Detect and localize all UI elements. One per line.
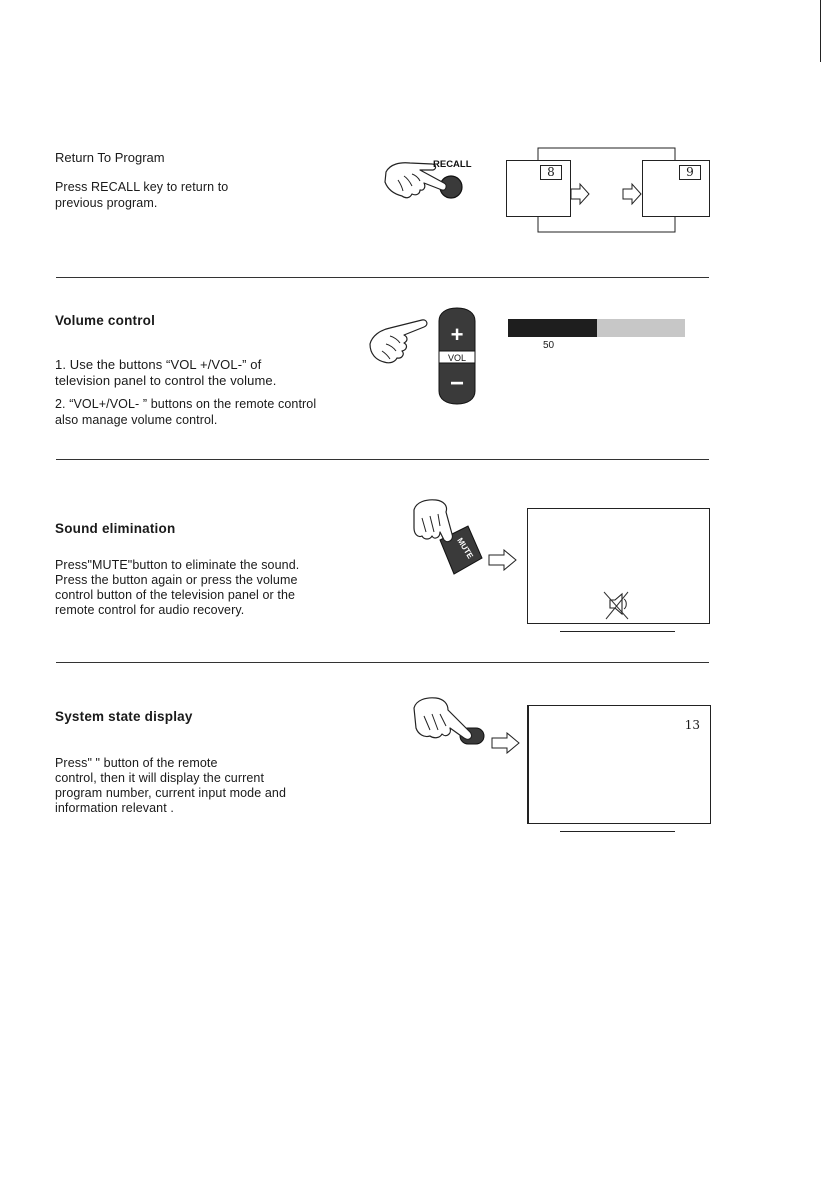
channel-number-previous: 8 [540,165,562,180]
mute-title: Sound elimination [55,521,176,536]
display-title: System state display [55,709,193,724]
page-edge-line [820,0,821,62]
hand-pointing-icon [366,314,438,374]
arrow-right-icon-2 [491,732,521,754]
volume-title: Volume control [55,313,156,328]
recall-line-2: previous program. [55,196,158,210]
tv-stand-line-2 [560,831,675,832]
mute-line-3: control button of the television panel or the [55,588,296,602]
tv-screen-display [527,705,711,824]
minus-icon: − [449,370,465,397]
channel-number-current: 9 [679,165,701,180]
tv-screen-mute [527,508,710,624]
volume-item2-line2: also manage volume control. [55,413,218,427]
display-line-3: program number, current input mode and [55,786,287,800]
recall-button-label: RECALL [433,159,472,170]
mute-speaker-icon [600,589,636,621]
tv-stand-line [560,631,675,632]
hand-pressing-display-icon [408,694,492,754]
volume-bar-fill [508,319,597,337]
tv-frame-previous [506,160,571,217]
volume-item2-line1: 2. “VOL+/VOL- ” buttons on the remote control [55,397,317,411]
divider-2 [56,459,709,460]
volume-item1-line2: television panel to control the volume. [55,373,277,388]
hand-pressing-recall-icon [380,150,480,210]
mute-button-label: MUTE [455,536,475,561]
volume-bar-remaining [597,319,686,337]
divider-1 [56,277,709,278]
divider-3 [56,662,709,663]
volume-bar [508,319,685,337]
hand-pressing-mute-icon [406,496,490,580]
mute-line-4: remote control for audio recovery. [55,603,245,617]
volume-item1-line1: 1. Use the buttons “VOL +/VOL-” of [55,357,262,372]
plus-icon: + [450,322,464,347]
display-line-4: information relevant . [55,801,174,815]
display-line-2: control, then it will display the current [55,771,265,785]
mute-line-2: Press the button again or press the volume [55,573,298,587]
vol-label: VOL [447,353,467,363]
recall-title: Return To Program [55,150,165,165]
mute-line-1: Press"MUTE"button to eliminate the sound. [55,558,300,572]
recall-line-1: Press RECALL key to return to [55,180,229,194]
display-line-1: Press" " button of the remote [55,756,218,770]
display-channel-number: 13 [684,718,700,732]
tv-frame-current [642,160,710,217]
arrow-right-icon [488,549,518,571]
vol-button-group [438,307,478,407]
volume-level-value: 50 [543,340,555,351]
